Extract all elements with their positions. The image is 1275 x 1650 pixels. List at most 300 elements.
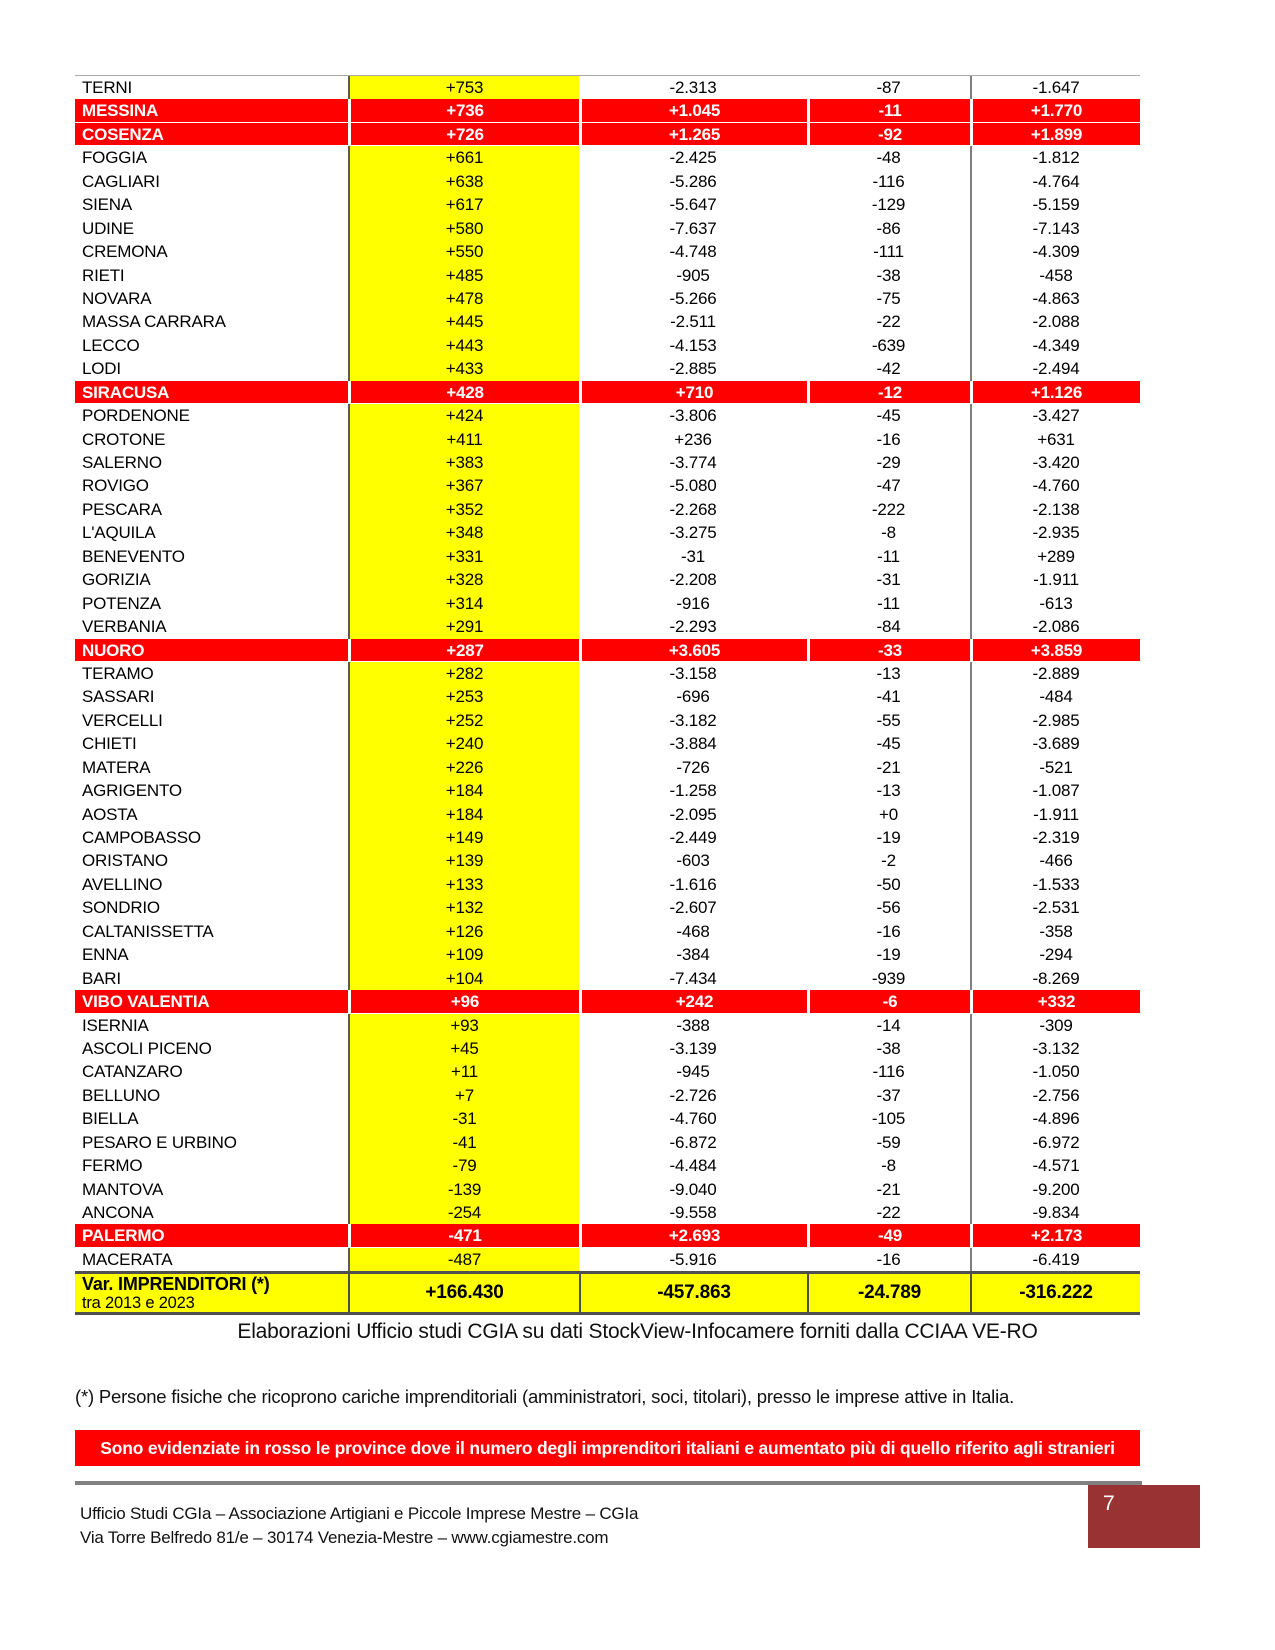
table-row (75, 1248, 1140, 1271)
province-name: SIENA (82, 195, 133, 215)
table-row (75, 1060, 1140, 1083)
value-cell: -21 (876, 757, 901, 777)
value-cell: -2.756 (970, 1084, 1140, 1107)
province-name: AGRIGENTO (82, 781, 182, 801)
table-row (75, 873, 1140, 896)
value-cell: -8 (881, 523, 896, 543)
table-row (75, 451, 1140, 474)
value-cell: -2.138 (970, 498, 1140, 521)
province-name: AOSTA (82, 804, 138, 824)
table-row (75, 896, 1140, 919)
value-cell: +104 (348, 967, 579, 990)
table-row (75, 310, 1140, 333)
table-row (75, 1131, 1140, 1154)
value-cell: -7.637 (669, 218, 717, 238)
value-cell: +3.859 (970, 639, 1140, 661)
footer-line1: Ufficio Studi CGIa – Associazione Artigiani e Piccole Imprese Mestre – CGIa (80, 1504, 639, 1523)
value-cell: -3.139 (669, 1038, 717, 1058)
value-cell: -2.425 (669, 148, 717, 168)
value-cell: +287 (348, 639, 579, 661)
table-row (75, 1201, 1140, 1224)
value-cell: +149 (348, 826, 579, 849)
value-cell: -484 (970, 685, 1140, 708)
value-cell: +133 (348, 873, 579, 896)
value-cell: -13 (876, 663, 901, 683)
table-row (75, 803, 1140, 826)
value-cell: +331 (348, 545, 579, 568)
value-cell: -2.726 (669, 1085, 717, 1105)
value-cell: -2.095 (669, 804, 717, 824)
table-row (75, 685, 1140, 708)
value-cell: -2.293 (669, 617, 717, 637)
province-name: COSENZA (75, 123, 348, 145)
table-row (75, 1037, 1140, 1060)
table-row (75, 404, 1140, 427)
value-cell: -92 (807, 123, 970, 145)
table-row (75, 1178, 1140, 1201)
value-cell: -5.647 (669, 195, 717, 215)
value-cell: -4.760 (970, 474, 1140, 497)
province-name: VERBANIA (82, 617, 167, 637)
value-cell: -75 (876, 288, 901, 308)
value-cell: -79 (348, 1154, 579, 1177)
value-cell: -939 (871, 968, 906, 988)
value-cell: -2.449 (669, 828, 717, 847)
table-row (75, 849, 1140, 872)
value-cell: -105 (871, 1109, 906, 1129)
value-cell: +443 (348, 334, 579, 357)
value-cell: -4.153 (669, 335, 717, 355)
value-cell: -2.511 (670, 312, 716, 332)
province-name: CREMONA (82, 242, 168, 262)
value-cell: -38 (876, 1038, 901, 1058)
table-row (75, 381, 1140, 404)
value-cell: -22 (876, 312, 901, 332)
value-cell: -2.086 (970, 615, 1140, 638)
value-cell: -5.080 (669, 476, 717, 496)
value-cell: +348 (348, 521, 579, 544)
value-cell: -59 (876, 1132, 901, 1152)
value-cell: +580 (348, 217, 579, 240)
value-cell: -14 (876, 1015, 901, 1035)
value-cell: +383 (348, 451, 579, 474)
table-row (75, 592, 1140, 615)
table-row (75, 732, 1140, 755)
value-cell: +367 (348, 474, 579, 497)
totals-value: -457.863 (579, 1274, 807, 1312)
value-cell: -2.088 (970, 310, 1140, 333)
province-name: BENEVENTO (82, 546, 185, 566)
value-cell: +0 (879, 804, 898, 824)
value-cell: -916 (676, 593, 710, 613)
value-cell: -358 (970, 920, 1140, 943)
value-cell: -1.647 (970, 76, 1140, 99)
province-name: MACERATA (82, 1249, 173, 1269)
value-cell: -294 (970, 943, 1140, 966)
table-row (75, 357, 1140, 380)
province-name: AVELLINO (82, 874, 163, 894)
value-cell: -129 (871, 195, 906, 215)
value-cell: -603 (676, 851, 710, 871)
province-name: UDINE (82, 218, 134, 238)
value-cell: -16 (876, 1249, 901, 1269)
value-cell: -458 (970, 264, 1140, 287)
table-row (75, 334, 1140, 357)
value-cell: -13 (876, 781, 901, 801)
province-name: SIRACUSA (75, 381, 348, 403)
province-name: RIETI (82, 265, 125, 285)
value-cell: -1.911 (970, 803, 1140, 826)
page-number: 7 (1103, 1492, 1115, 1515)
value-cell: -11 (877, 546, 900, 566)
table-row (75, 170, 1140, 193)
value-cell: -6.972 (970, 1131, 1140, 1154)
province-name: BIELLA (82, 1109, 139, 1129)
province-name: MESSINA (75, 99, 348, 121)
value-cell: -696 (676, 687, 710, 707)
value-cell: -42 (876, 359, 901, 379)
province-name: CALTANISSETTA (82, 921, 214, 941)
value-cell: +126 (348, 920, 579, 943)
value-cell: +433 (348, 357, 579, 380)
province-name: TERAMO (82, 663, 154, 683)
value-cell: -4.571 (970, 1154, 1140, 1177)
value-cell: -8 (881, 1156, 896, 1176)
province-name: MANTOVA (82, 1179, 164, 1199)
value-cell: -254 (348, 1201, 579, 1224)
province-name: L'AQUILA (82, 523, 156, 543)
footnote: (*) Persone fisiche che ricoprono cariche imprenditoriali (amministratori, soci, titolari), presso le imprese attive in Italia. (75, 1386, 1015, 1407)
value-cell: +93 (348, 1014, 579, 1037)
value-cell: -471 (348, 1224, 579, 1246)
value-cell: -4.349 (970, 334, 1140, 357)
value-cell: -116 (872, 1062, 905, 1082)
value-cell: -8.269 (970, 967, 1140, 990)
value-cell: +753 (348, 76, 579, 99)
table-row (75, 498, 1140, 521)
province-name: TERNI (82, 78, 133, 97)
value-cell: -9.558 (669, 1203, 717, 1222)
table-row (75, 779, 1140, 802)
province-name: BARI (82, 968, 121, 988)
table-row (75, 920, 1140, 943)
province-name: ANCONA (82, 1203, 154, 1222)
table-body (75, 75, 1140, 1271)
source-caption: Elaborazioni Ufficio studi CGIA su dati StockView-Infocamere forniti dalla CCIAA VE-RO (237, 1320, 1038, 1343)
province-name: FERMO (82, 1156, 143, 1176)
value-cell: -2.494 (970, 357, 1140, 380)
province-name: BELLUNO (82, 1085, 160, 1105)
value-cell: +184 (348, 779, 579, 802)
value-cell: -384 (676, 945, 710, 965)
value-cell: +184 (348, 803, 579, 826)
totals-row (75, 1271, 1140, 1315)
table-row (75, 943, 1140, 966)
value-cell: -2 (881, 851, 896, 871)
table-row (75, 1014, 1140, 1037)
province-name: LODI (82, 359, 121, 379)
value-cell: -2.208 (669, 570, 717, 590)
totals-value: -316.222 (970, 1274, 1140, 1312)
table-row (75, 193, 1140, 216)
value-cell: -22 (876, 1203, 901, 1222)
table-row (75, 474, 1140, 497)
province-name: PESCARA (82, 499, 162, 519)
value-cell: +638 (348, 170, 579, 193)
value-cell: -6.419 (970, 1248, 1140, 1271)
value-cell: -3.182 (669, 710, 717, 730)
value-cell: -5.266 (669, 288, 717, 308)
table-row (75, 146, 1140, 169)
table-row (75, 990, 1140, 1013)
value-cell: -47 (876, 476, 901, 496)
value-cell: -388 (676, 1015, 710, 1035)
table-row (75, 428, 1140, 451)
province-name: VIBO VALENTIA (75, 990, 348, 1012)
value-cell: -726 (676, 757, 710, 777)
value-cell: -4.863 (970, 287, 1140, 310)
table-row (75, 217, 1140, 240)
province-name: NOVARA (82, 288, 152, 308)
value-cell: -116 (872, 171, 905, 191)
value-cell: +282 (348, 662, 579, 685)
value-cell: +726 (348, 123, 579, 145)
value-cell: +253 (348, 685, 579, 708)
value-cell: -3.158 (669, 663, 717, 683)
value-cell: -7.434 (669, 968, 717, 988)
value-cell: +291 (348, 615, 579, 638)
value-cell: -3.884 (669, 734, 717, 754)
table-row (75, 1224, 1140, 1247)
value-cell: -9.040 (669, 1179, 717, 1199)
value-cell: +661 (348, 146, 579, 169)
province-name: CATANZARO (82, 1062, 183, 1082)
table-row (75, 521, 1140, 544)
value-cell: -1.533 (970, 873, 1140, 896)
value-cell: -1.050 (970, 1060, 1140, 1083)
value-cell: +1.126 (970, 381, 1140, 403)
province-name: CAGLIARI (82, 171, 160, 191)
value-cell: +478 (348, 287, 579, 310)
value-cell: -5.286 (669, 171, 717, 191)
value-cell: +252 (348, 709, 579, 732)
province-name: CROTONE (82, 429, 166, 449)
value-cell: -84 (876, 617, 901, 637)
value-cell: -1.258 (669, 781, 717, 801)
province-name: VERCELLI (82, 710, 163, 730)
value-cell: -4.896 (970, 1107, 1140, 1130)
value-cell: -3.689 (970, 732, 1140, 755)
value-cell: -7.143 (970, 217, 1140, 240)
value-cell: -111 (873, 242, 904, 262)
value-cell: +550 (348, 240, 579, 263)
totals-value: -24.789 (807, 1274, 970, 1312)
value-cell: -16 (876, 921, 901, 941)
value-cell: -905 (676, 265, 710, 285)
province-name: MASSA CARRARA (82, 312, 226, 332)
value-cell: +631 (970, 428, 1140, 451)
value-cell: -2.313 (669, 78, 717, 97)
value-cell: +289 (970, 545, 1140, 568)
value-cell: +411 (348, 428, 579, 451)
province-name: SALERNO (82, 453, 162, 472)
value-cell: -222 (871, 499, 906, 519)
value-cell: -945 (676, 1062, 710, 1082)
value-cell: +2.693 (579, 1224, 807, 1246)
value-cell: -3.132 (970, 1037, 1140, 1060)
value-cell: +242 (579, 990, 807, 1012)
table-row (75, 287, 1140, 310)
value-cell: -2.531 (970, 896, 1140, 919)
value-cell: -466 (970, 849, 1140, 872)
table-row (75, 756, 1140, 779)
table-row (75, 709, 1140, 732)
table-row (75, 1084, 1140, 1107)
value-cell: -56 (876, 898, 901, 918)
value-cell: -3.427 (970, 404, 1140, 427)
value-cell: -4.484 (669, 1156, 717, 1176)
province-name: CHIETI (82, 734, 137, 754)
value-cell: -4.748 (669, 242, 717, 262)
value-cell: -2.889 (970, 662, 1140, 685)
value-cell: +7 (348, 1084, 579, 1107)
value-cell: -31 (876, 570, 901, 590)
value-cell: -9.200 (970, 1178, 1140, 1201)
value-cell: -521 (970, 756, 1140, 779)
value-cell: -50 (876, 874, 901, 894)
value-cell: -1.087 (970, 779, 1140, 802)
value-cell: +45 (348, 1037, 579, 1060)
value-cell: -2.935 (970, 521, 1140, 544)
value-cell: -639 (871, 335, 906, 355)
value-cell: -31 (348, 1107, 579, 1130)
value-cell: -1.911 (970, 568, 1140, 591)
province-name: SONDRIO (82, 898, 160, 918)
table-row (75, 264, 1140, 287)
value-cell: -41 (876, 687, 901, 707)
value-cell: -11 (877, 593, 900, 613)
value-cell: -4.309 (970, 240, 1140, 263)
value-cell: -613 (970, 592, 1140, 615)
province-name: FOGGIA (82, 148, 147, 168)
value-cell: -468 (676, 921, 710, 941)
value-cell: -55 (876, 710, 901, 730)
table-row (75, 1107, 1140, 1130)
value-cell: +11 (348, 1060, 579, 1083)
province-name: PESARO E URBINO (82, 1132, 237, 1152)
value-cell: +1.045 (579, 99, 807, 121)
value-cell: -2.319 (970, 826, 1140, 849)
table-row (75, 967, 1140, 990)
value-cell: +1.899 (970, 123, 1140, 145)
value-cell: +132 (348, 896, 579, 919)
value-cell: +240 (348, 732, 579, 755)
value-cell: -45 (876, 734, 901, 754)
province-name: ENNA (82, 945, 129, 965)
value-cell: -3.420 (970, 451, 1140, 474)
province-name: ISERNIA (82, 1015, 149, 1035)
value-cell: -3.275 (669, 523, 717, 543)
value-cell: -9.834 (970, 1201, 1140, 1224)
value-cell: -11 (807, 99, 970, 121)
value-cell: -2.985 (970, 709, 1140, 732)
value-cell: -4.764 (970, 170, 1140, 193)
value-cell: +226 (348, 756, 579, 779)
table-row (75, 662, 1140, 685)
value-cell: +332 (970, 990, 1140, 1012)
province-name: CAMPOBASSO (82, 828, 201, 847)
value-cell: -19 (876, 828, 901, 847)
value-cell: +314 (348, 592, 579, 615)
page-number-box (1088, 1485, 1200, 1548)
value-cell: -21 (876, 1179, 901, 1199)
province-name: ASCOLI PICENO (82, 1038, 212, 1058)
value-cell: +139 (348, 849, 579, 872)
value-cell: -45 (876, 406, 901, 426)
province-name: MATERA (82, 757, 151, 777)
table-row (75, 123, 1140, 146)
totals-label-line2: tra 2013 e 2023 (82, 1294, 195, 1313)
value-cell: +96 (348, 990, 579, 1012)
value-cell: -41 (348, 1131, 579, 1154)
value-cell: -12 (807, 381, 970, 403)
value-cell: -31 (681, 546, 705, 566)
value-cell: -38 (876, 265, 901, 285)
table-row (75, 826, 1140, 849)
value-cell: +1.770 (970, 99, 1140, 121)
value-cell: +445 (348, 310, 579, 333)
table-row (75, 240, 1140, 263)
value-cell: +617 (348, 193, 579, 216)
value-cell: +2.173 (970, 1224, 1140, 1246)
value-cell: +485 (348, 264, 579, 287)
province-name: LECCO (82, 335, 140, 355)
value-cell: +710 (579, 381, 807, 403)
footer-divider (75, 1481, 1142, 1485)
value-cell: -5.159 (970, 193, 1140, 216)
value-cell: -2.885 (669, 359, 717, 379)
value-cell: -2.607 (669, 898, 717, 918)
value-cell: -1.616 (669, 874, 717, 894)
value-cell: +1.265 (579, 123, 807, 145)
value-cell: +3.605 (579, 639, 807, 661)
province-name: POTENZA (82, 593, 161, 613)
value-cell: -49 (807, 1224, 970, 1246)
value-cell: -48 (876, 148, 901, 168)
table-row (75, 615, 1140, 638)
province-name: SASSARI (82, 687, 155, 707)
value-cell: -6.872 (669, 1132, 717, 1152)
provinces-table (75, 75, 1140, 1315)
value-cell: +428 (348, 381, 579, 403)
value-cell: -5.916 (669, 1249, 717, 1269)
value-cell: -4.760 (669, 1109, 717, 1129)
province-name: ROVIGO (82, 476, 149, 496)
value-cell: -86 (876, 218, 901, 238)
table-row (75, 1154, 1140, 1177)
value-cell: -37 (876, 1085, 901, 1105)
value-cell: -3.806 (669, 406, 717, 426)
footer-line2: Via Torre Belfredo 81/e – 30174 Venezia-Mestre – www.cgiamestre.com (80, 1528, 609, 1547)
value-cell: -139 (348, 1178, 579, 1201)
totals-label (75, 1274, 348, 1312)
table-row (75, 545, 1140, 568)
province-name: PORDENONE (82, 406, 190, 426)
footer (80, 1502, 638, 1550)
value-cell: +236 (674, 429, 712, 449)
value-cell: -29 (876, 453, 901, 472)
table-row (75, 639, 1140, 662)
